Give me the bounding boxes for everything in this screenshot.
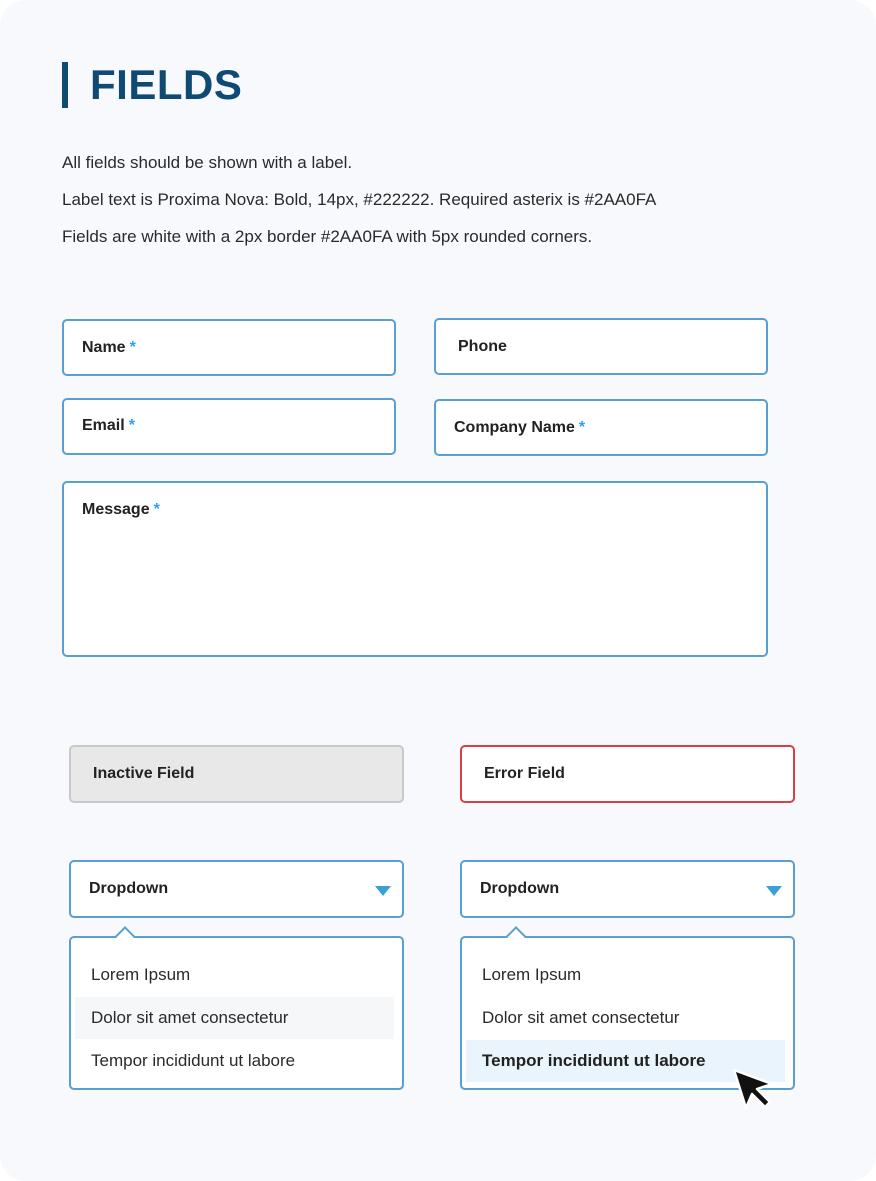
required-asterisk: *	[129, 339, 136, 356]
message-label: Message *	[82, 501, 160, 518]
required-asterisk: *	[153, 501, 160, 518]
menu-notch	[115, 926, 135, 946]
menu-notch	[506, 926, 526, 946]
dropdown-1-option[interactable]: Dolor sit amet consectetur	[75, 997, 394, 1039]
description-line-1: All fields should be shown with a label.	[62, 153, 353, 172]
email-field[interactable]	[62, 398, 396, 455]
required-asterisk: *	[578, 419, 586, 436]
message-textarea[interactable]	[62, 481, 768, 657]
company-name-field[interactable]	[434, 399, 768, 456]
phone-label: Phone	[458, 338, 507, 355]
dropdown-2-label: Dropdown	[480, 880, 560, 897]
dropdown-1[interactable]	[69, 860, 404, 918]
dropdown-1-option[interactable]: Tempor incididunt ut labore	[91, 1051, 296, 1070]
dropdown-1-menu	[69, 936, 404, 1090]
dropdown-2[interactable]	[460, 860, 795, 918]
description-line-2: Label text is Proxima Nova: Bold, 14px, #222222. Required asterix is #2AA0FA	[62, 190, 657, 209]
name-label: Name *	[82, 339, 136, 356]
inactive-field-label: Inactive Field	[93, 765, 195, 782]
dropdown-2-option[interactable]: Dolor sit amet consectetur	[482, 1008, 680, 1027]
name-field[interactable]	[62, 319, 396, 376]
dropdown-2-option[interactable]: Lorem Ipsum	[482, 965, 582, 984]
email-label: Email *	[82, 417, 135, 434]
company-name-label: Company Name *	[454, 419, 586, 436]
error-field[interactable]	[460, 745, 795, 803]
phone-field[interactable]	[434, 318, 768, 375]
dropdown-2-option-selected[interactable]: Tempor incididunt ut labore	[466, 1040, 785, 1082]
caret-down-icon	[766, 886, 782, 896]
error-field-label: Error Field	[484, 765, 565, 782]
title-accent-bar	[62, 62, 68, 108]
mouse-pointer-icon	[730, 1066, 778, 1112]
caret-down-icon	[375, 886, 391, 896]
description-line-3: Fields are white with a 2px border #2AA0FA with 5px rounded corners.	[62, 227, 593, 246]
required-asterisk: *	[128, 417, 135, 434]
inactive-field	[69, 745, 404, 803]
dropdown-1-option[interactable]: Lorem Ipsum	[91, 965, 191, 984]
page-title: FIELDS	[90, 61, 243, 108]
dropdown-1-label: Dropdown	[89, 880, 169, 897]
